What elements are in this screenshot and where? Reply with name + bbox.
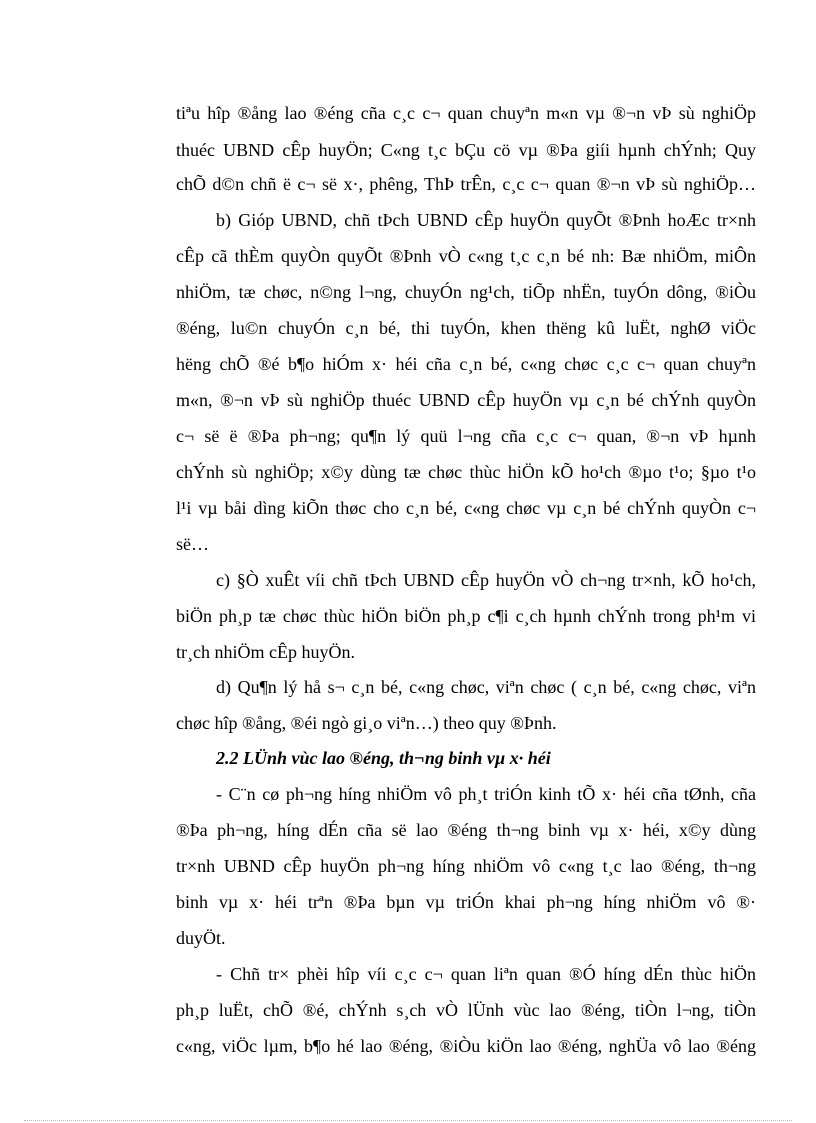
body-text-line: binh vµ x· héi trªn ®Þa bµn vµ triÓn khai ph¬ng híng nhiÖm vô ®· (176, 892, 756, 912)
body-text-line: chÕ d©n chñ ë c¬ së x·, phêng, ThÞ trÊn, c¸c c¬ quan ®¬n vÞ sù nghiÖp… (176, 174, 756, 194)
body-text-line: ph¸p luËt, chÕ ®é, chÝnh s¸ch vÒ lÜnh vùc lao ®éng, tiÒn l¬ng, tiÒn (176, 1000, 756, 1020)
body-text-line: chøc hîp ®ång, ®éi ngò gi¸o viªn…) theo quy ®Þnh. (176, 713, 557, 733)
body-text-line: tr¸ch nhiÖm cÊp huyÖn. (176, 642, 355, 662)
body-text-line: tr×nh UBND cÊp huyÖn ph¬ng híng nhiÖm vô c«ng t¸c lao ®éng, th¬ng (176, 856, 756, 876)
bullet-paragraph-first-line: - C¨n cø ph¬ng híng nhiÖm vô ph¸t triÓn kinh tÕ x· héi cña tØnh, cña (216, 784, 756, 804)
body-text-line: së… (176, 534, 209, 554)
section-heading: 2.2 LÜnh vùc lao ®éng, th¬ng binh vµ x· héi (216, 748, 551, 768)
body-text-line: tiªu hîp ®ång lao ®éng cña c¸c c¬ quan chuyªn m«n vµ ®¬n vÞ sù nghiÖp (176, 103, 756, 123)
body-text-line: hëng chÕ ®é b¶o hiÓm x· héi cña c¸n bé, c«ng chøc c¸c c¬ quan chuyªn (176, 354, 756, 374)
body-text-line: thuéc UBND cÊp huyÖn; C«ng t¸c bÇu cö vµ ®Þa giíi hµnh chÝnh; Quy (176, 140, 756, 160)
page-bottom-divider (24, 1120, 792, 1121)
body-text-line: ®Þa ph¬ng, híng dÉn cña së lao ®éng th¬ng binh vµ x· héi, x©y dùng (176, 820, 756, 840)
body-text-line: cÊp cã thÈm quyÒn quyÕt ®Þnh vÒ c«ng t¸c c¸n bé nh: Bæ nhiÖm, miÔn (176, 246, 756, 266)
bullet-paragraph-first-line: - Chñ tr× phèi hîp víi c¸c c¬ quan liªn quan ®Ó híng dÉn thùc hiÖn (216, 964, 756, 984)
body-text-line: c«ng, viÖc lµm, b¶o hé lao ®éng, ®iÒu kiÖn lao ®éng, nghÜa vô lao ®éng (176, 1036, 756, 1056)
body-text-line: m«n, ®¬n vÞ sù nghiÖp thuéc UBND cÊp huyÖn vµ c¸n bé chÝnh quyÒn (176, 390, 756, 410)
body-text-line: biÖn ph¸p tæ chøc thùc hiÖn biÖn ph¸p c¶i c¸ch hµnh chÝnh trong ph¹m vi (176, 606, 756, 626)
body-text-line: l¹i vµ båi dìng kiÕn thøc cho c¸n bé, c«ng chøc vµ c¸n bé chÝnh quyÒn c¬ (176, 498, 756, 518)
paragraph-d-first-line: d) Qu¶n lý hå s¬ c¸n bé, c«ng chøc, viªn chøc ( c¸n bé, c«ng chøc, viªn (216, 677, 756, 697)
paragraph-c-first-line: c) §Ò xuÊt víi chñ tÞch UBND cÊp huyÖn vÒ ch¬ng tr×nh, kÕ ho¹ch, (216, 570, 756, 590)
body-text-line: nhiÖm, tæ chøc, n©ng l¬ng, chuyÓn ng¹ch, tiÕp nhËn, tuyÓn dông, ®iÒu (176, 282, 756, 302)
paragraph-b-first-line: b) Gióp UBND, chñ tÞch UBND cÊp huyÖn quyÕt ®Þnh hoÆc tr×nh (216, 210, 756, 230)
body-text-line: c¬ së ë ®Þa ph¬ng; qu¶n lý quü l¬ng cña c¸c c¬ quan, ®¬n vÞ hµnh (176, 426, 756, 446)
body-text-line: chÝnh sù nghiÖp; x©y dùng tæ chøc thùc hiÖn kÕ ho¹ch ®µo t¹o; §µo t¹o (176, 462, 756, 482)
body-text-line: ®éng, lu©n chuyÓn c¸n bé, thi tuyÓn, khen thëng kû luËt, nghØ viÖc (176, 318, 756, 338)
body-text-line: duyÖt. (176, 928, 226, 948)
